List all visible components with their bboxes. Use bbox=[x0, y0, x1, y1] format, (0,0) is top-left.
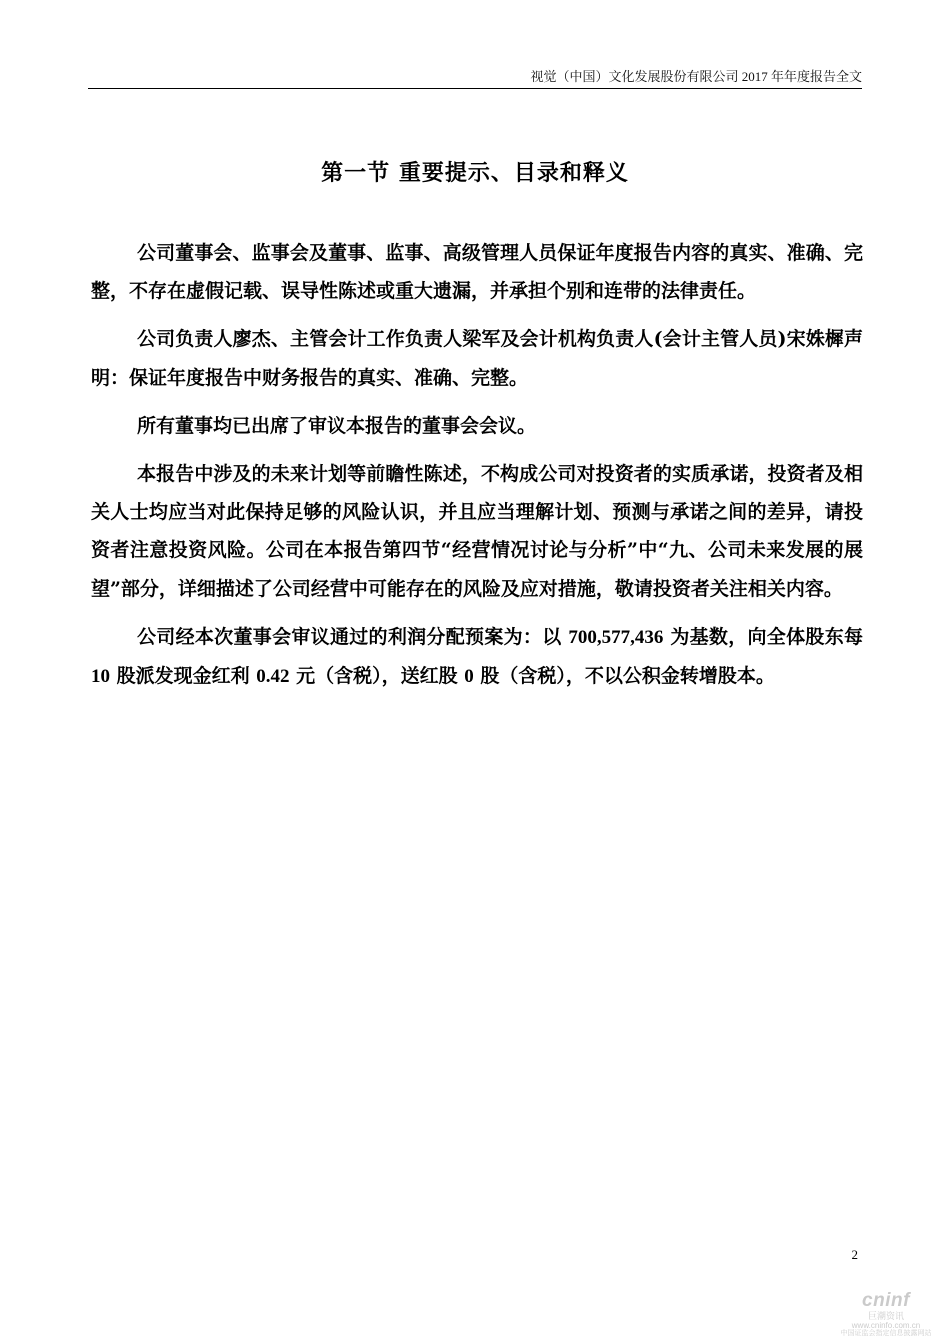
paragraph-board-attendance: 所有董事均已出席了审议本报告的董事会会议。 bbox=[137, 414, 537, 437]
profit-text-3: 股派发现金红利 bbox=[110, 665, 257, 688]
cninfo-logo: cninf bbox=[862, 1290, 910, 1311]
section-title: 第一节 重要提示、目录和释义 bbox=[321, 160, 629, 186]
cninfo-url: www.cninfo.com.cn bbox=[851, 1321, 921, 1330]
paragraph-responsibility-statement: 公司董事会、监事会及董事、监事、高级管理人员保证年度报告内容的真实、准确、完整，不存在虚假记载、误导性陈述或重大遗漏，并承担个别和连带的法律责任。 bbox=[91, 242, 863, 303]
paragraph-officer-declaration: 公司负责人廖杰、主管会计工作负责人梁军及会计机构负责人(会计主管人员)宋姝樨声明：保证年度报告中财务报告的真实、准确、完整。 bbox=[91, 328, 863, 389]
running-header: 视觉（中国）文化发展股份有限公司 2017 年年度报告全文 bbox=[530, 69, 862, 84]
paragraph-profit-distribution bbox=[91, 618, 863, 696]
base-shares-value: 700,577,436 bbox=[568, 626, 664, 648]
document-body bbox=[91, 234, 863, 706]
bonus-shares-value: 0 bbox=[464, 666, 474, 688]
paragraph-forward-looking-disclaimer: 本报告中涉及的未来计划等前瞻性陈述，不构成公司对投资者的实质承诺，投资者及相关人士均应当对此保持足够的风险认识，并且应当理解计划、预测与承诺之间的差异，请投资者注意投资风险。公司在本报告第四节“经营情况讨论与分析”中“九、公司未来发展的展望”部分，详细描述了公司经营中可能存在的风险及应对措施，敬请投资者关注相关内容。 bbox=[91, 463, 863, 600]
cninfo-tagline: 中国证监会指定信息披露网站 bbox=[840, 1330, 932, 1337]
profit-text-2: 为基数，向全体股东每 bbox=[663, 625, 863, 648]
dividend-value: 0.42 bbox=[256, 666, 290, 688]
cninfo-name: 巨潮资讯 bbox=[867, 1311, 904, 1321]
per-shares-value: 10 bbox=[91, 666, 110, 688]
cninfo-watermark bbox=[830, 1291, 942, 1338]
profit-text-4: 元（含税），送红股 bbox=[289, 665, 465, 688]
header-rule bbox=[88, 88, 862, 89]
profit-text-5: 股（含税），不以公积金转增股本。 bbox=[473, 665, 775, 688]
profit-text-1: 公司经本次董事会审议通过的利润分配预案为：以 bbox=[137, 625, 569, 648]
page-number: 2 bbox=[851, 1247, 858, 1262]
